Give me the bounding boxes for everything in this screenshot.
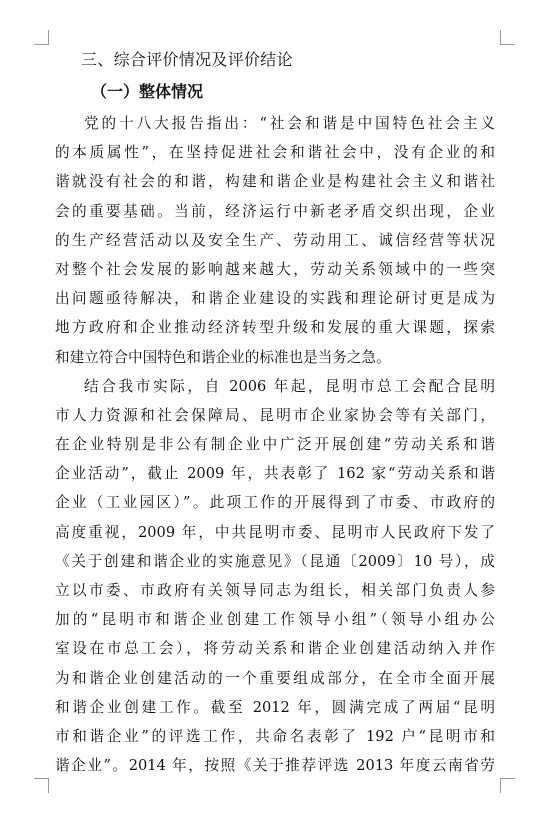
subsection-heading: （一）整体情况 <box>91 82 204 101</box>
crop-mark-top-right <box>500 30 515 45</box>
paragraph-line: 市和谐企业”的评选工作，共命名表彰了 192 户“昆明市和 <box>55 727 495 745</box>
section-heading: 三、综合评价情况及评价结论 <box>81 50 293 69</box>
paragraph-line: 谐企业”。2014 年，按照《关于推荐评选 2013 年度云南省劳 <box>55 757 495 775</box>
paragraph-line: 的本质属性”，在坚持促进社会和谐社会中，没有企业的和 <box>55 144 495 162</box>
paragraph-line: 出问题亟待解决，和谐企业建设的实践和理论研讨更是成为 <box>55 290 495 308</box>
paragraph-line: 结合我市实际，自 2006 年起，昆明市总工会配合昆明 <box>84 377 495 395</box>
paragraph-line: 《关于创建和谐企业的实施意见》（昆通〔2009〕10 号），成 <box>55 552 495 570</box>
paragraph-line: 会的重要基础。当前，经济运行中新老矛盾交织出现，企业 <box>55 202 495 220</box>
paragraph-line: 和建立符合中国特色和谐企业的标准也是当务之急。 <box>55 348 391 366</box>
paragraph-line: 为和谐企业创建活动的一个重要组成部分，在全市全面开展 <box>55 669 495 687</box>
paragraph-line: 立以市委、市政府有关领导同志为组长，相关部门负责人参 <box>55 582 495 599</box>
paragraph-line: 的生产经营活动以及安全生产、劳动用工、诚信经营等状况 <box>55 231 495 249</box>
paragraph-line: 党的十八大报告指出：“社会和谐是中国特色社会主义 <box>84 115 495 132</box>
paragraph-2 <box>55 372 495 781</box>
paragraph-line: 市人力资源和社会保障局、昆明市企业家协会等有关部门， <box>55 406 495 424</box>
crop-mark-bottom-left <box>34 778 49 793</box>
paragraph-line: 对整个社会发展的影响越来越大，劳动关系领域中的一些突 <box>55 260 495 278</box>
crop-mark-bottom-right <box>500 778 515 793</box>
crop-mark-top-left <box>34 30 49 45</box>
paragraph-line: 企业（工业园区）”。此项工作的开展得到了市委、市政府的 <box>55 494 495 512</box>
paragraph-line: 高度重视，2009 年，中共昆明市委、昆明市人民政府下发了 <box>55 523 495 541</box>
paragraph-line: 在企业特别是非公有制企业中广泛开展创建“劳动关系和谐 <box>55 436 495 454</box>
paragraph-line: 加的“昆明市和谐企业创建工作领导小组”（领导小组办公 <box>55 611 495 629</box>
paragraph-line: 和谐企业创建工作。截至 2012 年，圆满完成了两届“昆明 <box>55 698 495 716</box>
paragraph-line: 企业活动”，截止 2009 年，共表彰了 162 家“劳动关系和谐 <box>55 465 495 483</box>
document-body <box>55 45 495 780</box>
paragraph-line: 室设在市总工会），将劳动关系和谐企业创建活动纳入并作 <box>55 640 495 658</box>
paragraph-1 <box>55 109 495 372</box>
paragraph-line: 地方政府和企业推动经济转型升级和发展的重大课题，探索 <box>55 319 495 337</box>
paragraph-line: 谐就没有社会的和谐，构建和谐企业是构建社会主义和谐社 <box>55 173 495 191</box>
